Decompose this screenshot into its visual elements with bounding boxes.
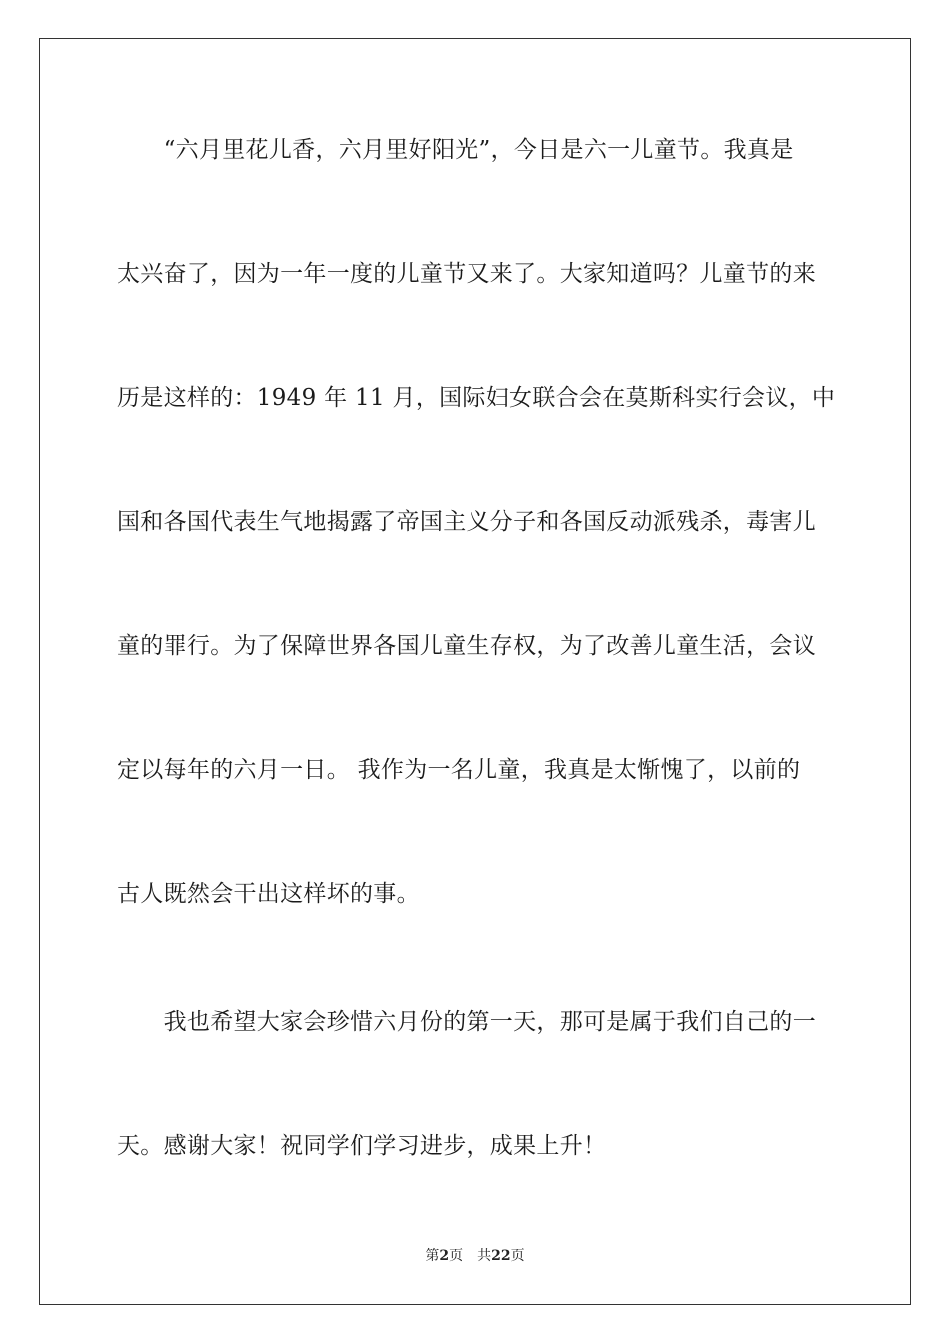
total-suffix: 页 (510, 1248, 525, 1264)
text-line: 天。感谢大家！祝同学们学习进步，成果上升！ (117, 1133, 607, 1159)
text-line: 国和各国代表生气地揭露了帝国主义分子和各国反动派残杀，毒害儿 (117, 509, 816, 535)
text-line: 我也希望大家会珍惜六月份的第一天，那可是属于我们自己的一 (117, 1009, 816, 1035)
page-prefix: 第 (425, 1248, 440, 1264)
total-prefix: 共 (477, 1248, 492, 1264)
text-line: “六月里花儿香，六月里好阳光”，今日是六一儿童节。我真是 (117, 137, 794, 163)
text-line: 古人既然会干出这样坏的事。 (117, 881, 420, 907)
text-line: 历是这样的：1949 年 11 月，国际妇女联合会在莫斯科实行会议，中 (117, 385, 835, 411)
page-frame (39, 38, 911, 1305)
text-line: 童的罪行。为了保障世界各国儿童生存权，为了改善儿童生活，会议 (117, 633, 816, 659)
page-number: 2 (439, 1248, 450, 1264)
text-line: 太兴奋了，因为一年一度的儿童节又来了。大家知道吗？儿童节的来 (117, 261, 816, 287)
page-suffix: 页 (449, 1248, 464, 1264)
total-pages: 22 (491, 1248, 511, 1264)
page-footer (0, 1247, 950, 1265)
text-line: 定以每年的六月一日。 我作为一名儿童，我真是太惭愧了，以前的 (117, 757, 801, 783)
